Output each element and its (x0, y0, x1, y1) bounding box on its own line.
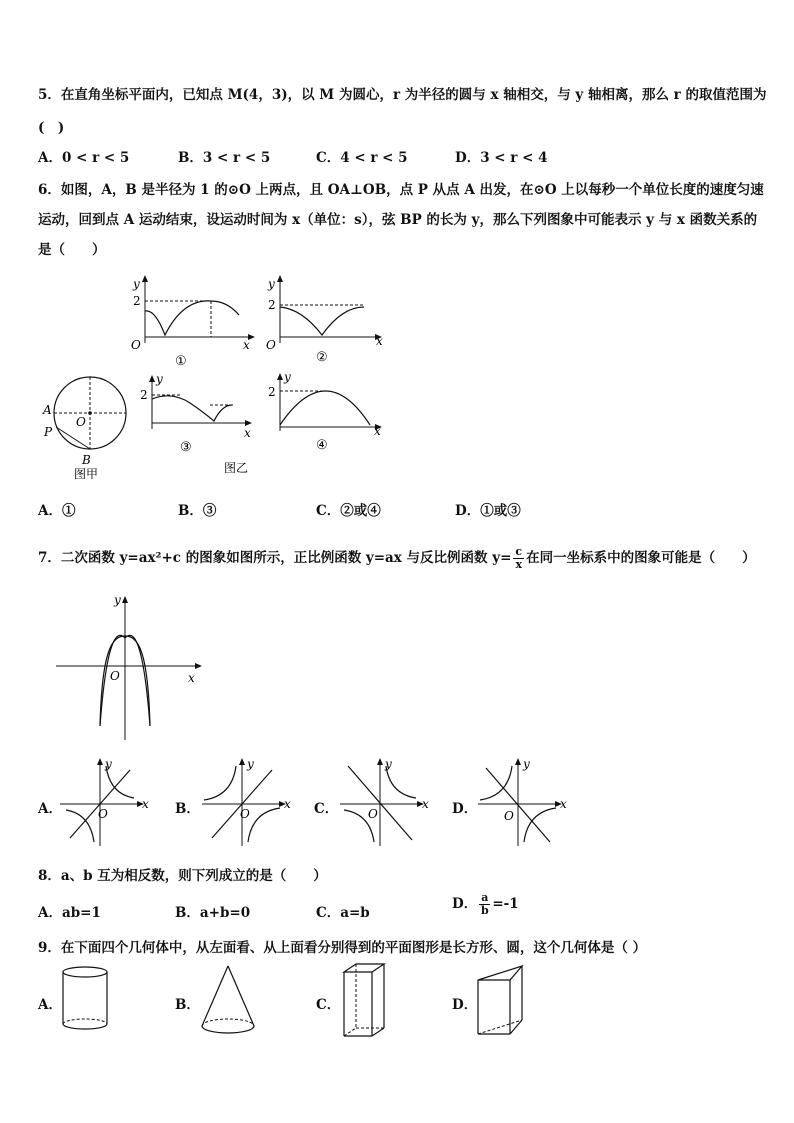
q6-stem-line2: 运动，回到点 A 运动结束，设运动时间为 x（单位：s），弦 BP 的长为 y，那么下列图象中可能表示 y 与 x 函数关系的 (38, 212, 758, 228)
axis-x-label: x (374, 424, 381, 438)
axis-y-label: y (133, 277, 140, 291)
y-tick-2: 2 (133, 294, 141, 308)
figure-jia-label: 图甲 (74, 467, 99, 481)
q9-solids (0, 962, 794, 1052)
q7-option-c[interactable]: C． (314, 801, 339, 817)
q6-stem-line3: 是（ ） (38, 242, 106, 258)
axis-y-label: y (268, 277, 275, 291)
axis-x-label: x (244, 426, 251, 440)
svg-text:x: x (142, 797, 149, 811)
q6-circle-figure (42, 377, 126, 481)
svg-text:O: O (368, 807, 378, 821)
q7-stem-part-b: 在同一坐标系中的图象可能是（ ） (526, 550, 756, 566)
figure-yi-label: 图乙 (224, 461, 249, 475)
q7-stem (38, 546, 756, 571)
graph-3-label: ③ (180, 440, 192, 455)
q7-fraction: $\frac{c}{x}$ (515, 545, 523, 571)
y-tick-2: 2 (268, 385, 276, 399)
q7-graph-a (60, 757, 149, 846)
q6-option-c[interactable]: C．②或④ (316, 503, 381, 519)
svg-text:y: y (105, 757, 112, 771)
svg-text:y: y (385, 757, 392, 771)
graph-4-label: ④ (316, 438, 328, 453)
q5-stem-line1: 5．在直角坐标平面内，已知点 M(4，3)，以 M 为圆心，r 为半径的圆与 x 轴相交，与 y 轴相离，那么 r 的取值范围为 (38, 87, 767, 103)
q6-graph-3 (140, 372, 252, 455)
origin-label: O (110, 669, 120, 683)
q5-option-d[interactable]: D．3 < r < 4 (455, 150, 548, 166)
q6-option-d[interactable]: D．①或③ (455, 503, 521, 519)
q7-graph-d (478, 757, 567, 846)
axis-y-label: y (114, 593, 121, 607)
svg-text:O: O (98, 807, 108, 821)
q9-option-c[interactable]: C． (316, 997, 341, 1013)
q6-option-a[interactable]: A．① (38, 503, 76, 519)
q7-option-a[interactable]: A． (38, 801, 62, 817)
q8-option-b[interactable]: B．a+b=0 (175, 905, 251, 921)
point-a-label: A (43, 403, 52, 417)
q7-option-d[interactable]: D． (452, 801, 478, 817)
svg-text:O: O (504, 809, 514, 823)
q6-stem-line1: 6．如图，A，B 是半径为 1 的⊙O 上两点，且 OA⊥OB，点 P 从点 A 出发，在⊙O 上以每秒一个单位长度的速度匀速 (38, 182, 764, 198)
q6-graph-1 (131, 275, 255, 369)
q6-graph-2 (266, 275, 383, 365)
q9-prism-figure (344, 964, 384, 1036)
q9-option-d[interactable]: D． (452, 997, 478, 1013)
q5-option-b[interactable]: B．3 < r < 5 (178, 150, 271, 166)
point-p-label: P (44, 425, 53, 439)
q9-triangular-prism-figure (478, 966, 522, 1034)
svg-text:y: y (247, 757, 254, 771)
origin-label: O (131, 338, 141, 352)
svg-text:x: x (560, 797, 567, 811)
q8-stem: 8．a、b 互为相反数，则下列成立的是（ ） (38, 868, 327, 884)
axis-x-label: x (243, 338, 250, 352)
q9-cone-figure (202, 966, 254, 1033)
y-tick-2: 2 (140, 388, 148, 402)
q8-option-c[interactable]: C．a=b (316, 905, 370, 921)
q7-graph-b (202, 757, 291, 846)
q5-option-a[interactable]: A．0 < r < 5 (38, 150, 130, 166)
q7-parabola-figure (50, 590, 230, 750)
axis-x-label: x (376, 334, 383, 348)
graph-2-label: ② (316, 350, 328, 365)
q7-graph-c (340, 757, 429, 846)
q5-option-c[interactable]: C．4 < r < 5 (316, 150, 408, 166)
q7-stem-part-a: 7．二次函数 y=ax²+c 的图象如图所示，正比例函数 y=ax 与反比例函数 y= (38, 550, 512, 566)
q8-option-a[interactable]: A．ab=1 (38, 905, 101, 921)
point-b-label: B (82, 453, 91, 467)
axis-y-label: y (156, 372, 163, 386)
graph-1-label: ① (175, 354, 187, 369)
point-o-label: O (76, 415, 86, 429)
axis-x-label: x (188, 671, 195, 685)
q9-cylinder-figure (63, 967, 107, 1029)
svg-text:y: y (523, 757, 530, 771)
q8-option-d[interactable]: D． $\frac{a}{b}$ =-1 (452, 891, 519, 917)
q7-option-graphs (0, 756, 794, 856)
axis-y-label: y (284, 370, 291, 384)
q5-stem-line2: ( ) (38, 120, 65, 136)
svg-text:x: x (284, 797, 291, 811)
svg-text:x: x (422, 797, 429, 811)
origin-label: O (266, 338, 276, 352)
q9-option-b[interactable]: B． (175, 997, 200, 1013)
q7-option-b[interactable]: B． (175, 801, 200, 817)
q9-stem: 9．在下面四个几何体中，从左面看、从上面看分别得到的平面图形是长方形、圆，这个几何体是（ ） (38, 940, 647, 956)
q8-option-d-fraction: $\frac{a}{b}$ (480, 891, 489, 917)
svg-text:O: O (240, 807, 250, 821)
q9-option-a[interactable]: A． (38, 997, 62, 1013)
y-tick-2: 2 (268, 298, 276, 312)
q6-figure (0, 265, 794, 495)
q6-option-b[interactable]: B．③ (178, 503, 217, 519)
